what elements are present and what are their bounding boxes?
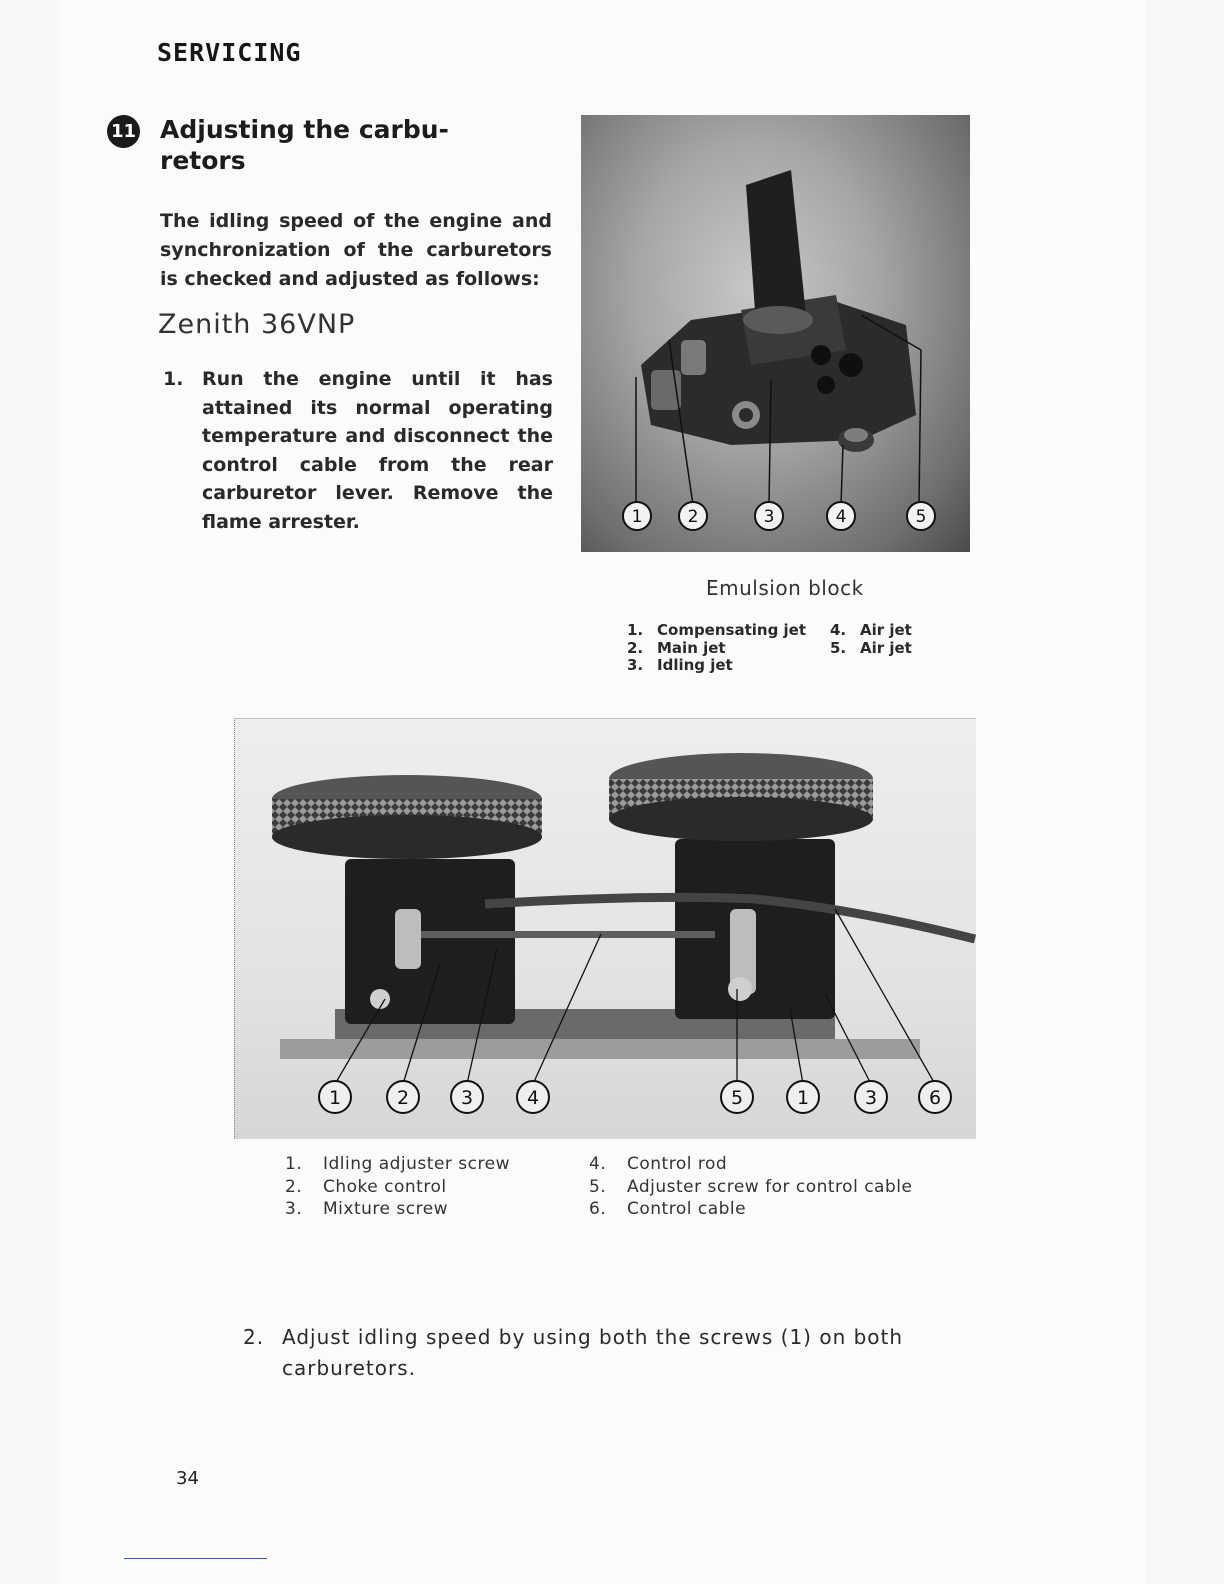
callout-label: 3 [864, 1087, 878, 1109]
emulsion-block-photo [581, 115, 970, 552]
legend-item: 6. Control cable [589, 1199, 747, 1219]
step-2-number: 2. [243, 1325, 265, 1349]
legend-item: 3. Idling jet [627, 656, 733, 674]
intro-paragraph: The idling speed of the engine and synchronization of the carburetors is checked and adjusted as follows: [160, 210, 552, 290]
callout-label-1: 1 [631, 507, 643, 527]
step-number-badge: 11 [107, 115, 140, 148]
callout-label: 3 [460, 1087, 474, 1109]
legend-item: 2. Choke control [285, 1176, 447, 1197]
callout-label-4: 4 [835, 507, 847, 527]
step-1-text: Run the engine until it has attained its normal operating temperature and disconnect the control cable from the rear carburetor lever. Remove the flame arrester. [202, 368, 553, 533]
carburetor-model-heading: Zenith 36VNP [158, 309, 356, 340]
emulsion-block-illustration [581, 115, 970, 552]
callout-label: 1 [328, 1087, 342, 1109]
carburetor-assembly-illustration [235, 719, 976, 1139]
legend-item: 1. Idling adjuster screw [285, 1154, 510, 1174]
figure-2-legend-right [589, 1153, 949, 1221]
section-title [160, 114, 550, 176]
legend-item: 2. Main jet [627, 638, 726, 657]
step-2 [243, 1322, 1003, 1384]
callout-label: 1 [796, 1087, 810, 1109]
callout-label-3: 3 [763, 507, 775, 527]
step-1 [163, 365, 553, 536]
legend-item: 3. Mixture screw [285, 1199, 449, 1219]
callout-label: 5 [730, 1087, 744, 1109]
section-title-line-2: retors [160, 146, 246, 175]
footer-divider [124, 1558, 267, 1559]
figure-1-legend-right [830, 622, 950, 657]
callout-label-5: 5 [915, 507, 927, 527]
callout-label: 4 [526, 1087, 540, 1109]
callout-label: 2 [396, 1087, 410, 1109]
section-header: SERVICING [157, 38, 302, 67]
page-number: 34 [176, 1468, 199, 1489]
legend-item: 5. Adjuster screw for control cable [589, 1176, 913, 1197]
callout-label: 6 [928, 1087, 942, 1109]
figure-1-caption: Emulsion block [706, 576, 864, 600]
legend-item: 1. Compensating jet [627, 621, 807, 639]
figure-1-legend-left [627, 622, 822, 675]
step-2-text: Adjust idling speed by using both the screws (1) on both carburetors. [282, 1325, 904, 1380]
legend-item: 4. Control rod [589, 1154, 728, 1174]
section-title-line-1: Adjusting the carbu- [160, 115, 449, 144]
legend-item: 4. Air jet [830, 621, 912, 639]
carburetor-assembly-photo [234, 718, 976, 1139]
step-1-number: 1. [163, 368, 184, 390]
callout-label-2: 2 [687, 507, 699, 527]
legend-item: 5. Air jet [830, 638, 912, 657]
figure-2-legend-left [285, 1153, 585, 1221]
